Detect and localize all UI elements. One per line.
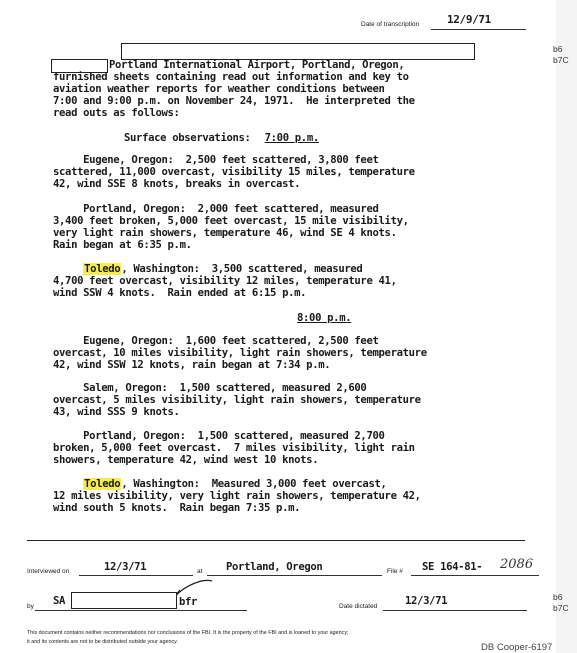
obs-line-rest: , Washington: Measured 3,000 feet overcast, <box>121 478 387 490</box>
date-underline <box>431 29 526 30</box>
section-time-8pm: 8:00 p.m. <box>297 312 352 324</box>
disclaimer <box>27 629 349 646</box>
section-heading-label: Surface observations: <box>124 132 251 144</box>
obs-line: showers, temperature 42, wind west 10 knots. <box>53 453 319 466</box>
at-label: at <box>197 568 203 575</box>
intro-line: read outs as follows: <box>53 106 180 119</box>
obs-line: Eugene, Oregon: 1,600 feet scattered, 2,500 feet <box>53 335 379 347</box>
obs-portland-7pm <box>53 204 498 252</box>
typist-initials: bfr <box>179 596 198 608</box>
obs-portland-8pm <box>53 431 498 467</box>
file-number-value: SE 164-81- <box>422 561 483 573</box>
date-of-transcription-value: 12/9/71 <box>447 13 491 26</box>
by-underline <box>35 610 247 611</box>
section-heading-surface <box>124 133 319 145</box>
obs-line: 42, wind SSW 12 knots, rain began at 7:34 p.m. <box>53 358 331 371</box>
at-underline <box>207 575 382 576</box>
obs-toledo-8pm <box>53 479 498 515</box>
exemption-codes-bottom <box>553 592 569 614</box>
disclaimer-line: it and its contents are not to be distributed outside your agency. <box>27 638 178 645</box>
intro-line: aviation weather reports for weather conditions between <box>53 82 385 95</box>
interviewed-on-value: 12/3/71 <box>104 561 147 573</box>
obs-line: broken, 5,000 feet overcast. 7 miles visibility, light rain <box>53 441 415 454</box>
bates-stamp: DB Cooper-6197 <box>481 642 553 653</box>
date-dictated-label: Date dictated <box>339 603 378 610</box>
disclaimer-line: This document contains neither recommendations nor conclusions of the FBI. It is the property of the FBI and is loaned to your agency; <box>27 630 349 636</box>
obs-line: Salem, Oregon: 1,500 scattered, measured 2,600 <box>53 382 367 394</box>
obs-line: 42, wind SSE 8 knots, breaks in overcast. <box>53 177 301 190</box>
exemption-code: b7C <box>553 603 569 613</box>
exemption-code: b7C <box>553 55 569 65</box>
obs-line: 3,400 feet broken, 5,000 feet overcast, 15 mile visibility, <box>53 214 409 227</box>
obs-line: 43, wind SSS 9 knots. <box>53 405 180 418</box>
intro-line: 7:00 and 9:00 p.m. on November 24, 1971. He interpreted the <box>53 94 415 107</box>
exemption-code: b6 <box>553 44 563 54</box>
obs-line: Rain began at 6:35 p.m. <box>53 238 192 251</box>
obs-line: wind SSW 4 knots. Rain ended at 6:15 p.m. <box>53 286 307 299</box>
obs-toledo-7pm <box>53 264 498 300</box>
date-of-transcription-label: Date of transcription <box>361 21 420 28</box>
section-time-7pm: 7:00 p.m. <box>264 132 319 144</box>
redaction-box-top <box>121 43 475 60</box>
by-label: by <box>27 603 34 610</box>
exemption-codes-top <box>553 44 569 66</box>
file-underline <box>411 575 539 576</box>
intro-line: Portland International Airport, Portland, Oregon, <box>109 59 405 71</box>
intro-line: furnished sheets containing read out information and key to <box>53 70 409 83</box>
highlighted-place: Toledo <box>84 478 121 490</box>
file-number-label: File # <box>387 568 403 575</box>
exemption-code: b6 <box>553 592 563 602</box>
obs-eugene-8pm <box>53 336 498 372</box>
date-dictated-value: 12/3/71 <box>405 595 448 607</box>
obs-line: overcast, 5 miles visibility, light rain showers, temperature <box>53 393 421 406</box>
interviewed-underline <box>79 575 193 576</box>
at-value: Portland, Oregon <box>226 561 323 573</box>
page-edge <box>556 0 577 653</box>
dictated-underline <box>383 610 527 611</box>
obs-line-rest: , Washington: 3,500 scattered, measured <box>121 263 363 275</box>
obs-salem-8pm <box>53 383 498 419</box>
obs-line: wind south 5 knots. Rain began 7:35 p.m. <box>53 501 301 514</box>
obs-line: Portland, Oregon: 1,500 scattered, measured 2,700 <box>53 430 385 442</box>
obs-line: Portland, Oregon: 2,000 feet scattered, measured <box>53 203 379 215</box>
highlighted-place: Toledo <box>84 263 121 275</box>
interviewed-on-label: Interviewed on <box>27 568 70 575</box>
obs-line: scattered, 11,000 overcast, visibility 15 miles, temperature <box>53 165 415 178</box>
intro-paragraph <box>53 60 498 120</box>
obs-eugene-7pm <box>53 155 498 191</box>
obs-line: overcast, 10 miles visibility, light rain showers, temperature <box>53 346 427 359</box>
obs-line: 4,700 feet overcast, visibility 12 miles, temperature 41, <box>53 274 397 287</box>
obs-line: very light rain showers, temperature 46, wind SE 4 knots. <box>53 226 397 239</box>
obs-line: Eugene, Oregon: 2,500 feet scattered, 3,800 feet <box>53 154 379 166</box>
redaction-box-agent <box>71 592 177 609</box>
footer-divider <box>27 540 525 541</box>
obs-line: 12 miles visibility, very light rain showers, temperature 42, <box>53 489 421 502</box>
file-number-handwritten: 2086 <box>500 557 534 572</box>
by-value: SA <box>53 595 66 607</box>
